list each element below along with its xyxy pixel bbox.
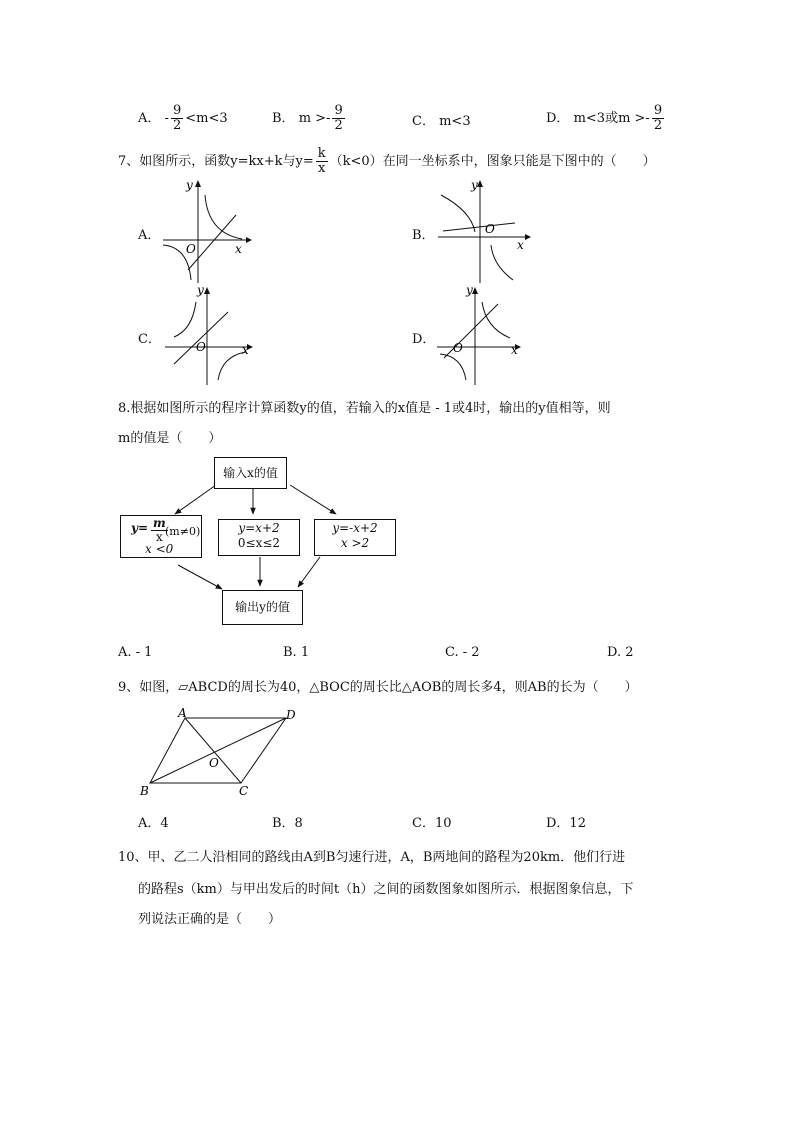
graph-label-d: D． — [412, 332, 436, 347]
q8-question-line1: 8.根据如图所示的程序计算函数y的值，若输入的x值是 - 1或4时，输出的y值相等，则 — [118, 401, 611, 416]
denominator: 2 — [334, 118, 343, 133]
axis-x-label: x — [235, 242, 242, 256]
question-text: （k<0）在同一坐标系中，图象只能是下图中的（ ） — [329, 154, 656, 169]
denominator: 2 — [653, 118, 663, 133]
flow-func-text: y= — [131, 521, 149, 535]
option-label: C． — [412, 114, 435, 129]
flow-func-text: y=-x+2 — [332, 521, 378, 535]
point-b-label: B — [140, 784, 149, 798]
graph-c — [160, 282, 260, 387]
option-text: m >- — [298, 111, 331, 126]
flow-output-box — [222, 590, 303, 625]
flow-condition: 0≤x≤2 — [237, 536, 281, 550]
flow-condition: x >2 — [340, 536, 370, 550]
fraction — [652, 104, 664, 133]
numerator: k — [317, 146, 326, 161]
origin-label: O — [196, 340, 206, 354]
flow-input-text: 输入x的值 — [223, 466, 278, 480]
option-text: m<3或m >- — [573, 111, 650, 126]
denominator: x — [318, 161, 326, 176]
axis-x-label: x — [511, 343, 518, 357]
flow-input-box — [214, 457, 287, 489]
fraction — [316, 147, 328, 176]
graph-a — [158, 175, 253, 285]
option-text: <m<3 — [185, 111, 228, 126]
denominator: 2 — [172, 118, 182, 133]
denominator: x — [155, 530, 163, 544]
q6-option-a — [138, 104, 228, 133]
option-label: B． — [272, 111, 295, 126]
q10-question-line1: 10、甲、乙二人沿相同的路线由A到B匀速行进，A，B两地间的路程为20km．他们行进 — [118, 850, 626, 865]
numerator: 9 — [334, 103, 343, 118]
q8-question-line2: m的值是（ ） — [118, 431, 222, 446]
flow-box-negative — [120, 515, 202, 558]
q8-option-d: D. 2 — [607, 645, 634, 660]
graph-label-c: C． — [138, 332, 161, 347]
q7-question — [118, 147, 656, 176]
q8-option-b: B. 1 — [283, 645, 310, 660]
axis-y-label: y — [197, 283, 204, 297]
fraction — [171, 104, 183, 133]
option-text: m<3 — [439, 114, 471, 129]
q6-option-c — [412, 110, 471, 129]
origin-label: O — [485, 222, 495, 236]
point-a-label: A — [178, 706, 187, 720]
numerator: 9 — [653, 103, 663, 118]
axis-x-label: x — [517, 238, 524, 252]
axis-y-label: y — [471, 178, 478, 192]
flow-box-right — [314, 519, 396, 556]
flow-output-text: 输出y的值 — [235, 600, 290, 614]
q8-option-c: C. - 2 — [445, 645, 480, 660]
q9-option-d: D．12 — [546, 816, 586, 831]
origin-label: O — [453, 341, 463, 355]
graph-label-a: A． — [138, 228, 161, 243]
q9-option-a: A．4 — [138, 816, 169, 831]
graph-label-b: B． — [412, 228, 435, 243]
graph-b — [433, 175, 533, 285]
q8-option-a: A. - 1 — [118, 645, 153, 660]
flow-condition: x <0 — [145, 542, 174, 556]
q6-option-d — [546, 104, 666, 133]
q6-option-b — [272, 104, 347, 133]
q10-question-line3: 列说法正确的是（ ） — [138, 912, 282, 927]
axis-x-label: x — [242, 343, 249, 357]
numerator: 9 — [172, 103, 182, 118]
q10-question-line2: 的路程s（km）与甲出发后的时间t（h）之间的函数图象如图所示．根据图象信息，下 — [138, 882, 634, 897]
flow-box-middle — [218, 519, 300, 556]
fraction — [332, 104, 344, 133]
numerator: m — [153, 516, 166, 530]
q9-parallelogram — [138, 705, 313, 800]
option-text: - — [164, 111, 169, 126]
point-o-label: O — [209, 756, 219, 770]
flow-func-text: y=x+2 — [238, 521, 280, 535]
point-c-label: C — [239, 784, 249, 798]
option-label: A． — [138, 111, 161, 126]
flow-condition: (m≠0) — [165, 525, 201, 538]
axis-y-label: y — [186, 178, 193, 192]
question-text: 7、如图所示，函数y=kx+k与y= — [118, 154, 314, 169]
origin-label: O — [186, 242, 196, 256]
graph-d — [432, 282, 527, 387]
axis-y-label: y — [466, 283, 473, 297]
point-d-label: D — [286, 708, 296, 722]
q9-question: 9、如图，▱ABCD的周长为40，△BOC的周长比△AOB的周长多4，则AB的长为（ ） — [118, 680, 638, 695]
q9-option-c: C．10 — [412, 816, 452, 831]
option-label: D． — [546, 111, 570, 126]
q9-option-b: B．8 — [272, 816, 303, 831]
